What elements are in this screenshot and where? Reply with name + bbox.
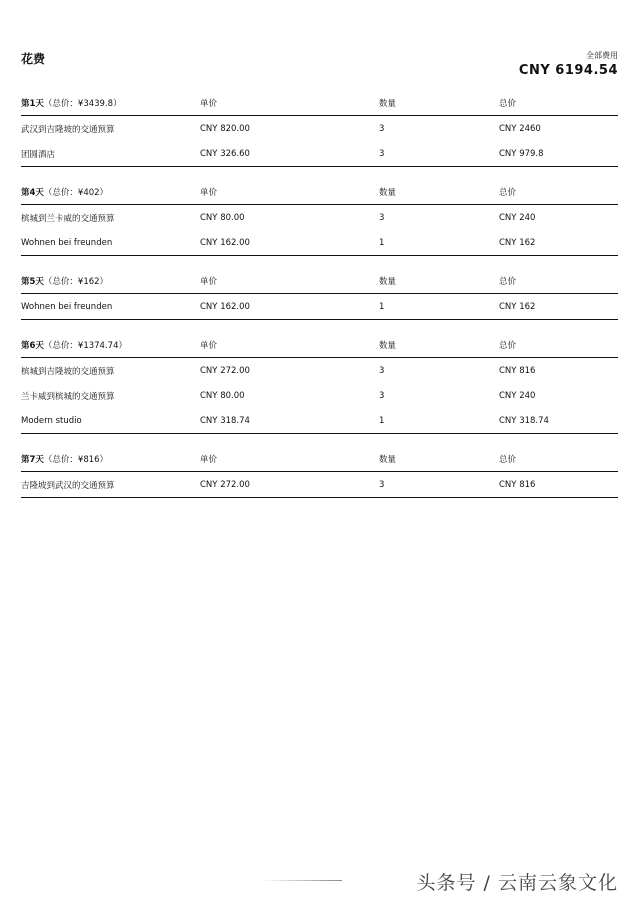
item-qty: 3: [379, 365, 385, 376]
day-section-6: [21, 332, 618, 434]
item-price: CNY 318.74: [200, 415, 250, 426]
item-name: 槟城到吉隆坡的交通预算: [21, 366, 115, 377]
item-price: CNY 272.00: [200, 479, 250, 490]
watermark-line: [262, 880, 342, 881]
col-price-header: 单价: [200, 98, 218, 109]
item-total: CNY 816: [499, 479, 536, 490]
item-price: CNY 272.00: [200, 365, 250, 376]
day-header-row: [21, 268, 618, 294]
item-name: Modern studio: [21, 415, 82, 426]
col-price-header: 单价: [200, 454, 218, 465]
item-name: 武汉到吉隆坡的交通预算: [21, 124, 115, 135]
day-subtotal: （总价：¥1374.74）: [43, 340, 127, 351]
expense-days: [21, 90, 618, 510]
day-title: [21, 186, 108, 198]
day-section-4: [21, 179, 618, 256]
expense-row: [21, 358, 618, 383]
col-total-header: 总价: [499, 340, 517, 351]
col-total-header: 总价: [499, 187, 517, 198]
day-label: 第5天: [21, 276, 44, 287]
expense-row: [21, 141, 618, 167]
item-total: CNY 162: [499, 237, 536, 248]
item-price: CNY 80.00: [200, 212, 245, 223]
day-section-5: [21, 268, 618, 320]
day-subtotal: （总价：¥816）: [43, 454, 109, 465]
col-total-header: 总价: [499, 276, 517, 287]
expense-row: [21, 230, 618, 256]
col-qty-header: 数量: [379, 98, 397, 109]
day-label: 第1天: [21, 98, 44, 109]
total-value: CNY 6194.54: [518, 63, 618, 78]
item-total: CNY 816: [499, 365, 536, 376]
item-qty: 1: [379, 301, 385, 312]
day-title: [21, 275, 108, 287]
item-price: CNY 820.00: [200, 123, 250, 134]
item-name: 兰卡威到槟城的交通预算: [21, 391, 115, 402]
expense-row: [21, 408, 618, 434]
day-header-row: [21, 90, 618, 116]
col-qty-header: 数量: [379, 340, 397, 351]
item-price: CNY 162.00: [200, 301, 250, 312]
item-name: Wohnen bei freunden: [21, 237, 113, 248]
expense-row: [21, 116, 618, 141]
day-label: 第4天: [21, 187, 44, 198]
day-title: [21, 339, 127, 351]
item-qty: 3: [379, 390, 385, 401]
item-total: CNY 318.74: [499, 415, 549, 426]
col-price-header: 单价: [200, 340, 218, 351]
item-name: 槟城到兰卡威的交通预算: [21, 213, 115, 224]
item-qty: 1: [379, 415, 385, 426]
day-title: [21, 97, 122, 109]
col-total-header: 总价: [499, 98, 517, 109]
item-qty: 3: [379, 212, 385, 223]
item-qty: 1: [379, 237, 385, 248]
col-qty-header: 数量: [379, 276, 397, 287]
expense-row: [21, 472, 618, 498]
day-subtotal: （总价：¥402）: [43, 187, 109, 198]
item-qty: 3: [379, 123, 385, 134]
item-price: CNY 326.60: [200, 148, 250, 159]
item-total: CNY 2460: [499, 123, 541, 134]
item-total: CNY 240: [499, 212, 536, 223]
item-total: CNY 240: [499, 390, 536, 401]
day-title: [21, 453, 108, 465]
day-header-row: [21, 179, 618, 205]
day-subtotal: （总价：¥3439.8）: [43, 98, 122, 109]
page-title: 花费: [21, 52, 46, 66]
item-price: CNY 80.00: [200, 390, 245, 401]
item-name: Wohnen bei freunden: [21, 301, 113, 312]
item-total: CNY 162: [499, 301, 536, 312]
col-price-header: 单价: [200, 187, 218, 198]
expense-row: [21, 294, 618, 320]
watermark: 头条号 / 云南云象文化: [416, 872, 618, 894]
col-price-header: 单价: [200, 276, 218, 287]
item-total: CNY 979.8: [499, 148, 544, 159]
day-label: 第7天: [21, 454, 44, 465]
day-label: 第6天: [21, 340, 44, 351]
item-qty: 3: [379, 479, 385, 490]
day-header-row: [21, 446, 618, 472]
day-section-1: [21, 90, 618, 167]
day-subtotal: （总价：¥162）: [43, 276, 109, 287]
col-qty-header: 数量: [379, 187, 397, 198]
item-price: CNY 162.00: [200, 237, 250, 248]
item-name: 团圆酒店: [21, 149, 56, 160]
day-header-row: [21, 332, 618, 358]
item-qty: 3: [379, 148, 385, 159]
day-section-7: [21, 446, 618, 498]
expense-row: [21, 383, 618, 408]
col-total-header: 总价: [499, 454, 517, 465]
expense-row: [21, 205, 618, 230]
item-name: 吉隆坡到武汉的交通预算: [21, 480, 115, 491]
total-label: 全部费用: [586, 51, 618, 60]
col-qty-header: 数量: [379, 454, 397, 465]
